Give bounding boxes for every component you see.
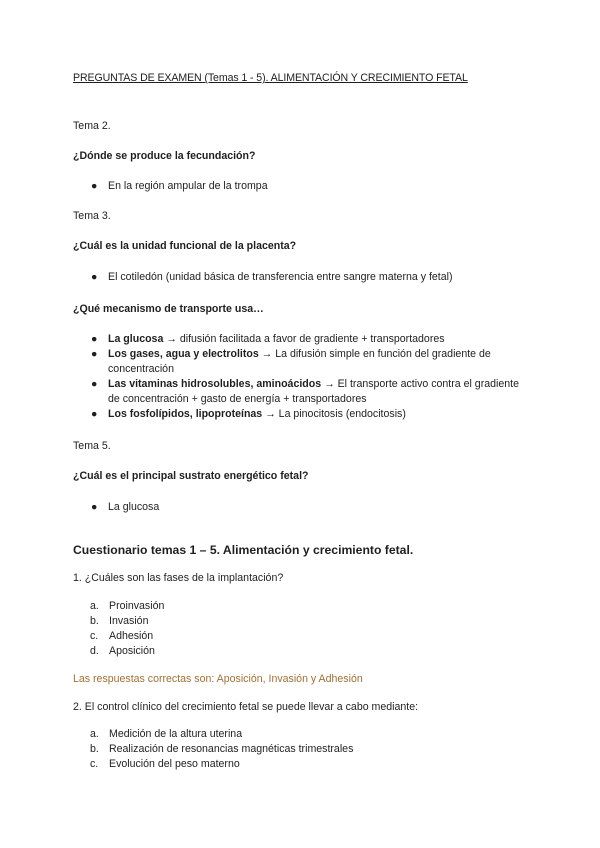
option-letter: a. (90, 600, 99, 612)
option-letter: c. (90, 630, 99, 642)
bullet-icon: ● (91, 378, 98, 390)
transport-item-bold: Las vitaminas hidrosolubles, aminoácidos (108, 378, 322, 390)
option-text: Adhesión (109, 630, 154, 642)
tema3-answer1: El cotiledón (unidad básica de transferencia entre sangre materna y fetal) (108, 271, 453, 283)
bullet-icon: ● (91, 408, 98, 420)
transport-item-text: → La difusión simple en función del gradiente de (258, 348, 491, 360)
transport-item-text: → El transporte activo contra el gradiente (321, 378, 519, 390)
option-letter: d. (90, 645, 99, 657)
option-text: Evolución del peso materno (109, 758, 240, 770)
option-text: Realización de resonancias magnéticas trimestrales (109, 743, 354, 755)
tema5-label: Tema 5. (73, 440, 111, 452)
question-1-answer: Las respuestas correctas son: Aposición, Invasión y Adhesión (73, 673, 363, 685)
question-1: 1. ¿Cuáles son las fases de la implantación? (73, 572, 284, 584)
tema2-answer: En la región ampular de la trompa (108, 180, 268, 192)
transport-item-bold: La glucosa (108, 333, 164, 345)
transport-item-continuation: concentración (108, 363, 174, 375)
bullet-icon: ● (91, 180, 98, 192)
transport-item-continuation: de concentración + gasto de energía + transportadores (108, 393, 367, 405)
option-text: Proinvasión (109, 600, 165, 612)
option-text: Invasión (109, 615, 149, 627)
option-letter: c. (90, 758, 99, 770)
option-letter: a. (90, 728, 99, 740)
transport-item-bold: Los fosfolípidos, lipoproteínas (108, 408, 263, 420)
transport-item-text: → La pinocitosis (endocitosis) (262, 408, 406, 420)
cuestionario-heading: Cuestionario temas 1 – 5. Alimentación y crecimiento fetal. (73, 543, 414, 557)
bullet-icon: ● (91, 333, 98, 345)
tema3-question2: ¿Qué mecanismo de transporte usa… (73, 303, 264, 315)
tema2-question: ¿Dónde se produce la fecundación? (73, 150, 256, 162)
tema3-question1: ¿Cuál es la unidad funcional de la placenta? (73, 240, 297, 252)
transport-item-bold: Los gases, agua y electrolitos (108, 348, 259, 360)
bullet-icon: ● (91, 348, 98, 360)
option-letter: b. (90, 743, 99, 755)
transport-item-text: → difusión facilitada a favor de gradiente + transportadores (163, 333, 445, 345)
tema3-label: Tema 3. (73, 210, 111, 222)
option-text: Aposición (109, 645, 155, 657)
question-2: 2. El control clínico del crecimiento fetal se puede llevar a cabo mediante: (73, 701, 419, 713)
bullet-icon: ● (91, 501, 98, 513)
tema2-label: Tema 2. (73, 120, 111, 132)
option-letter: b. (90, 615, 99, 627)
tema5-answer: La glucosa (108, 501, 160, 513)
document-title: PREGUNTAS DE EXAMEN (Temas 1 - 5). ALIMENTACIÓN Y CRECIMIENTO FETAL (73, 72, 468, 84)
option-text: Medición de la altura uterina (109, 728, 243, 740)
tema5-question: ¿Cuál es el principal sustrato energético fetal? (73, 470, 309, 482)
bullet-icon: ● (91, 271, 98, 283)
